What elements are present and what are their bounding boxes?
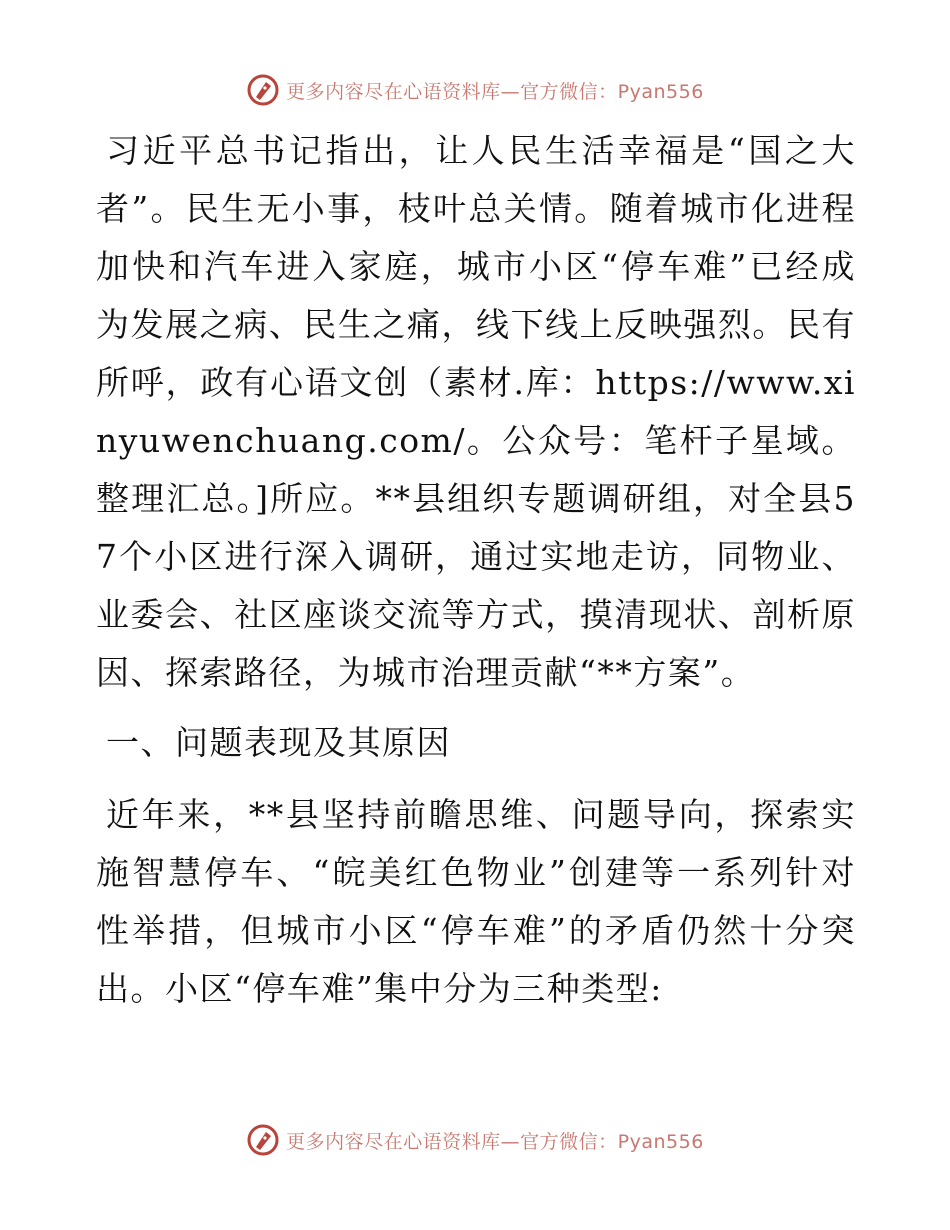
pen-nib-logo-icon <box>246 73 280 107</box>
document-body <box>96 122 856 1018</box>
paragraph-intro: 习近平总书记指出，让人民生活幸福是“国之大者”。民生无小事，枝叶总关情。随着城市化进程加快和汽车进入家庭，城市小区“停车难”已经成为发展之病、民生之痛，线下线上反映强烈。民有所呼，政有心语文创（素材.库：https://www.xinyuwenchuang.com/。公众号：笔杆子星域。整理汇总。]所应。**县组织专题调研组，对全县57个小区进行深入调研，通过实地走访，同物业、业委会、社区座谈交流等方式，摸清现状、剖析原因、探索路径，为城市治理贡献“**方案”。 <box>96 131 856 692</box>
watermark-text: 更多内容尽在心语资料库—官方微信：Pyan556 <box>286 1130 704 1153</box>
footer-watermark <box>0 1120 950 1160</box>
pen-nib-logo-icon <box>246 1123 280 1157</box>
section-heading: 一、问题表现及其原因 <box>106 723 451 762</box>
header-watermark <box>0 70 950 110</box>
watermark-text: 更多内容尽在心语资料库—官方微信：Pyan556 <box>286 80 704 103</box>
paragraph-problems: 近年来，**县坚持前瞻思维、问题导向，探索实施智慧停车、“皖美红色物业”创建等一系列针对性举措，但城市小区“停车难”的矛盾仍然十分突出。小区“停车难”集中分为三种类型: <box>96 795 856 1008</box>
